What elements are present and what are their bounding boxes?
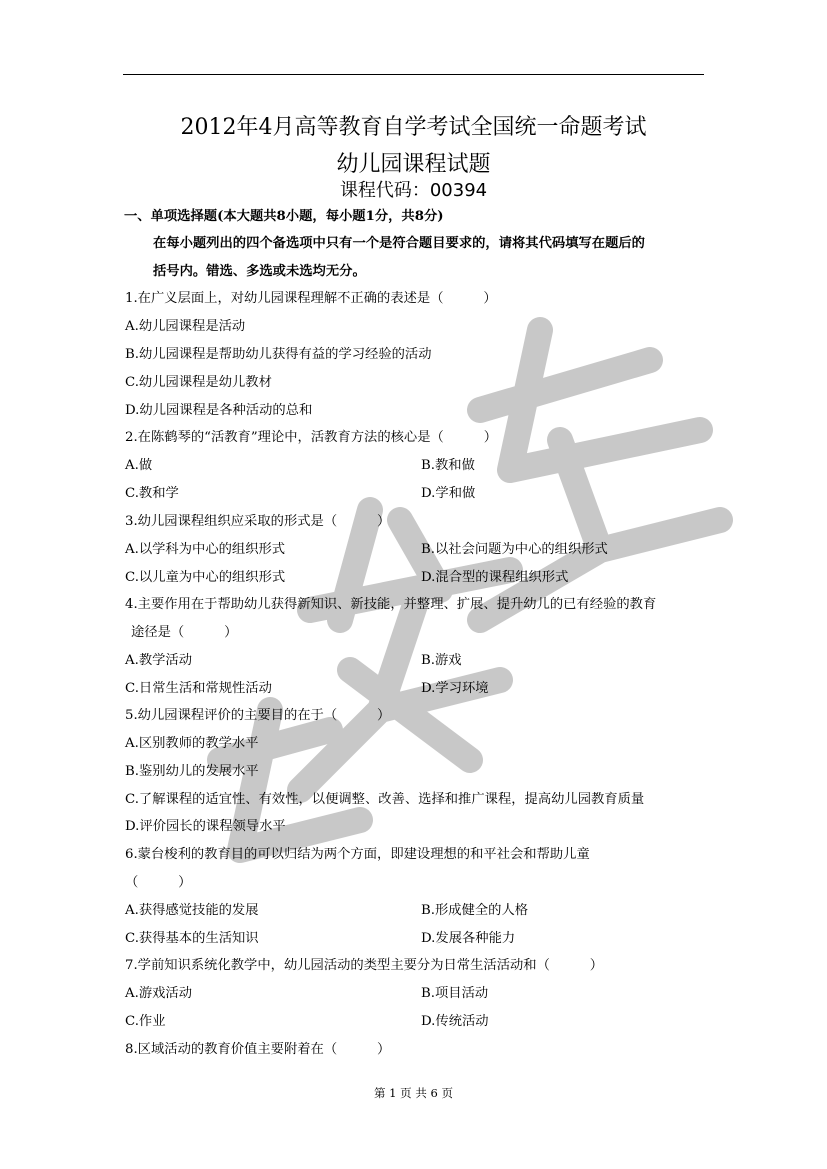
course-code: 课程代码：00394 [339, 180, 488, 201]
question-3-option-c: C.以儿童为中心的组织形式 [125, 570, 286, 585]
question-2-option-b: B.教和做 [421, 458, 475, 473]
question-5-stem: 5.幼儿园课程评价的主要目的在于（ ） [125, 708, 391, 723]
question-4-option-c: C.日常生活和常规性活动 [125, 681, 272, 696]
question-5-option-b: B.鉴别幼儿的发展水平 [125, 764, 259, 779]
question-4-stem-line-1: 4.主要作用在于帮助幼儿获得新知识、新技能，并整理、扩展、提升幼儿的已有经验的教育 [125, 597, 657, 612]
question-4-option-d: D.学习环境 [421, 681, 489, 696]
question-1-option-b: B.幼儿园课程是帮助幼儿获得有益的学习经验的活动 [125, 347, 432, 362]
question-7-option-c: C.作业 [125, 1014, 166, 1029]
question-5-option-c: C.了解课程的适宜性、有效性，以便调整、改善、选择和推广课程，提高幼儿园教育质量 [125, 792, 645, 807]
question-6-option-c: C.获得基本的生活知识 [125, 931, 259, 946]
question-2-option-c: C.教和学 [125, 486, 179, 501]
section-instruction-2: 括号内。错选、多选或未选均无分。 [153, 264, 366, 279]
question-3-stem: 3.幼儿园课程组织应采取的形式是（ ） [125, 514, 391, 529]
question-3-option-b: B.以社会问题为中心的组织形式 [421, 542, 608, 557]
question-8-stem: 8.区域活动的教育价值主要附着在（ ） [125, 1042, 391, 1057]
question-3-option-a: A.以学科为中心的组织形式 [125, 542, 286, 557]
question-7-option-a: A.游戏活动 [125, 986, 193, 1001]
question-2-option-d: D.学和做 [421, 486, 476, 501]
question-6-stem-line-2: （ ） [125, 875, 192, 890]
question-4-option-a: A.教学活动 [125, 653, 193, 668]
question-2-stem: 2.在陈鹤琴的“活教育”理论中，活教育方法的核心是（ ） [125, 430, 498, 445]
question-2-option-a: A.做 [125, 458, 153, 473]
question-1-option-a: A.幼儿园课程是活动 [125, 319, 246, 334]
question-1-option-d: D.幼儿园课程是各种活动的总和 [125, 403, 313, 418]
question-4-stem-line-2: 途径是（ ） [131, 625, 238, 640]
page-footer: 第 1 页 共 6 页 [374, 1086, 453, 1100]
question-5-option-d: D.评价园长的课程领导水平 [125, 819, 286, 834]
question-5-option-a: A.区别教师的教学水平 [125, 736, 259, 751]
question-7-option-b: B.项目活动 [421, 986, 489, 1001]
question-3-option-d: D.混合型的课程组织形式 [421, 570, 569, 585]
section-instruction-1: 在每小题列出的四个备选项中只有一个是符合题目要求的，请将其代码填写在题后的 [153, 236, 645, 251]
question-7-stem: 7.学前知识系统化教学中，幼儿园活动的类型主要分为日常生活活动和（ ） [125, 958, 604, 973]
subject-title: 幼儿园课程试题 [336, 152, 491, 177]
question-1-option-c: C.幼儿园课程是幼儿教材 [125, 375, 272, 390]
question-4-option-b: B.游戏 [421, 653, 462, 668]
exam-title: 2012年4月高等教育自学考试全国统一命题考试 [180, 115, 647, 140]
question-7-option-d: D.传统活动 [421, 1014, 489, 1029]
question-6-option-d: D.发展各种能力 [421, 931, 516, 946]
section-heading: 一、单项选择题(本大题共8小题，每小题1分，共8分) [124, 209, 444, 224]
question-6-stem-line-1: 6.蒙台梭利的教育目的可以归结为两个方面，即建设理想的和平社会和帮助儿童 [125, 847, 590, 862]
question-6-option-a: A.获得感觉技能的发展 [125, 903, 259, 918]
question-1-stem: 1.在广义层面上，对幼儿园课程理解不正确的表述是（ ） [125, 291, 497, 306]
question-6-option-b: B.形成健全的人格 [421, 903, 529, 918]
header-rule [123, 74, 704, 75]
